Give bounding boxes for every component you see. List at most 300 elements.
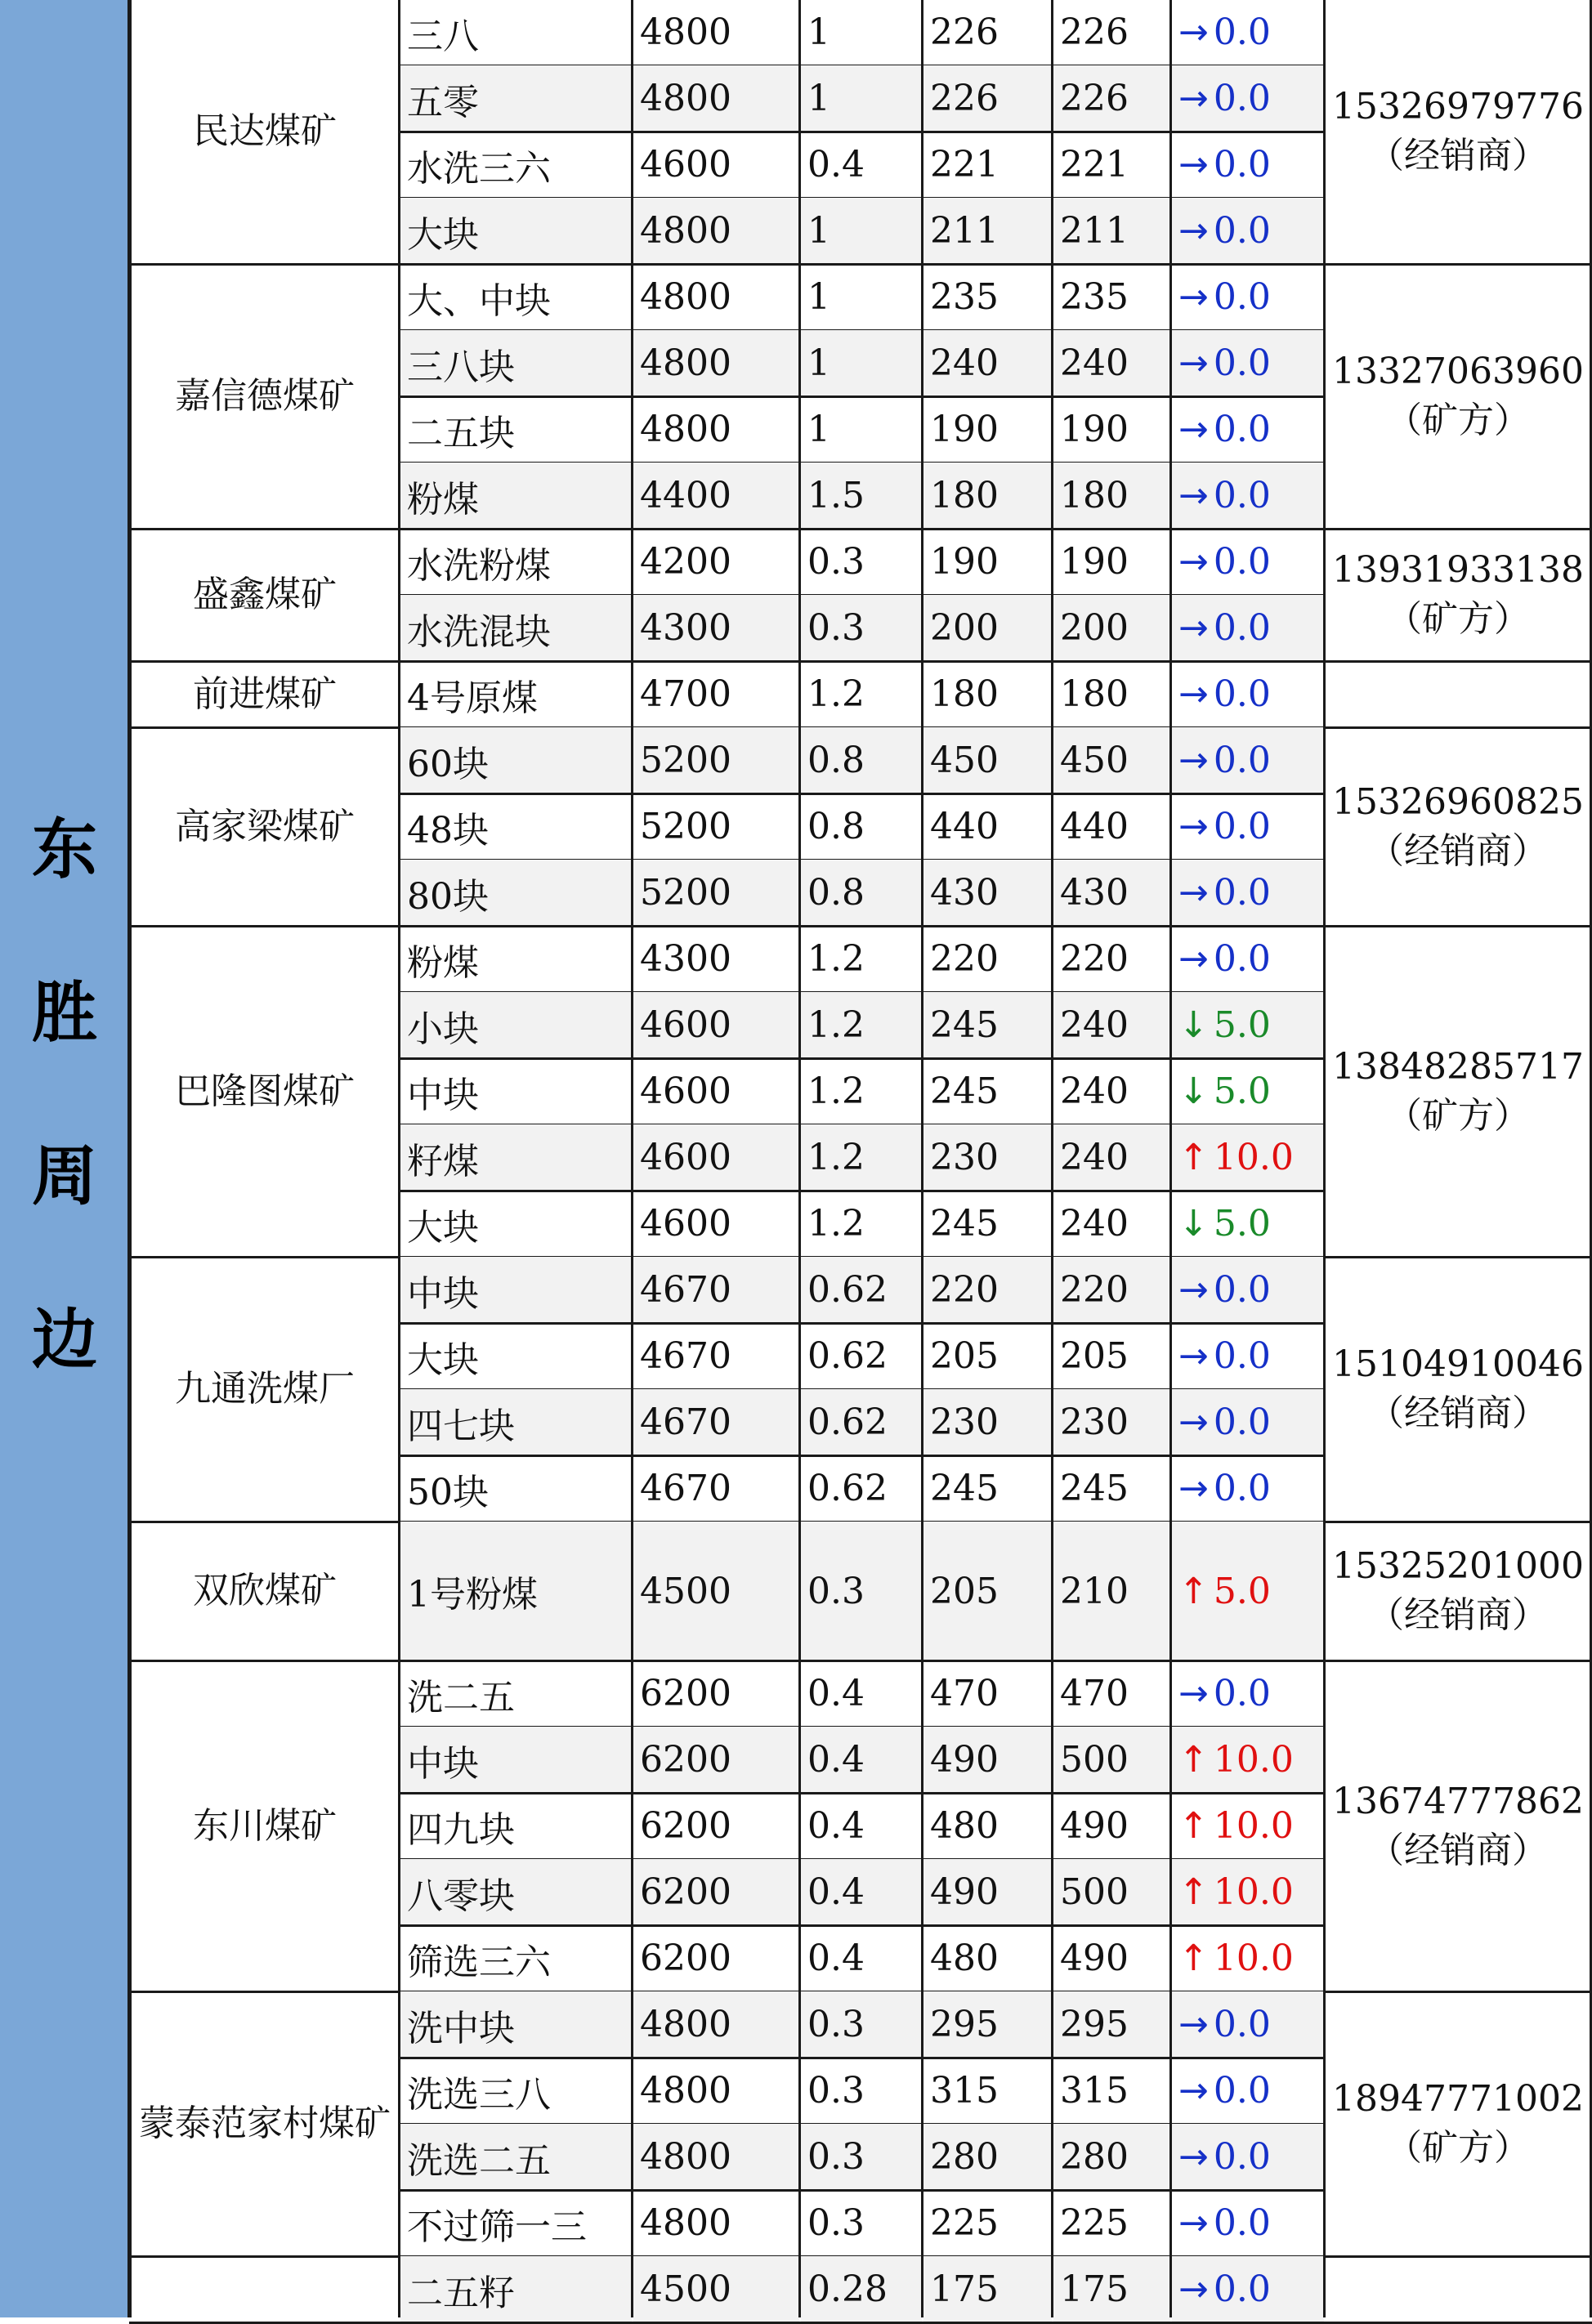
cell-change: [1172, 2190, 1324, 2256]
contact-phone: 13327063960: [1332, 351, 1584, 392]
cell-product: 筛选三六: [407, 1941, 551, 1983]
cell-calorie: 4600: [640, 144, 731, 185]
cell-change: [1172, 1859, 1324, 1925]
cell-change: [1172, 463, 1324, 529]
cell-change: [1172, 2058, 1324, 2124]
cell-prev: 205: [923, 1522, 1052, 1660]
contact-phone: 15326979776: [1332, 86, 1584, 127]
change-value: 0.0: [1213, 2004, 1271, 2045]
cell-price: 240: [1060, 1070, 1129, 1112]
arrow-up-icon: ↑: [1178, 1937, 1209, 1979]
cell-prev: 440: [930, 806, 999, 847]
cell-prev: 450: [923, 727, 1052, 793]
change-value: 0.0: [1213, 11, 1271, 53]
cell-price: 205: [1060, 1335, 1129, 1377]
cell-calorie: 4800: [640, 2202, 731, 2244]
cell-sulfur: 1: [801, 65, 922, 132]
change-value: 5.0: [1213, 1070, 1271, 1112]
contact-phone: 18947771002: [1332, 2078, 1584, 2120]
arrow-right-icon: →: [1178, 78, 1209, 119]
cell-calorie: 4500: [633, 1522, 799, 1660]
cell-calorie: 4800: [633, 2124, 799, 2190]
change-value: 5.0: [1213, 1004, 1271, 1046]
cell-price: 490: [1060, 1805, 1129, 1847]
contact-info: [1326, 1522, 1590, 1660]
cell-price: 450: [1053, 727, 1170, 793]
cell-prev: 470: [930, 1673, 999, 1714]
cell-calorie: 4800: [633, 330, 799, 396]
arrow-down-icon: ↓: [1178, 1070, 1209, 1112]
cell-calorie: 4800: [633, 65, 799, 132]
cell-prev: 205: [930, 1335, 999, 1377]
cell-product: 50块: [407, 1471, 489, 1513]
contact-role: （经销商）: [1368, 1594, 1548, 1636]
contact-role: （矿方）: [1386, 2127, 1530, 2169]
contact-info: [1326, 727, 1590, 926]
grid-line: [1169, 0, 1172, 2317]
cell-calorie: 6200: [640, 1937, 731, 1979]
cell-product: 粉煤: [400, 463, 632, 529]
cell-calorie: 4600: [633, 1124, 799, 1191]
cell-sulfur: 0.62: [801, 1389, 922, 1455]
change-value: 0.0: [1213, 2268, 1271, 2310]
cell-product: 4号原煤: [407, 677, 538, 719]
cell-prev: 220: [923, 1257, 1052, 1323]
cell-price: 211: [1053, 198, 1170, 264]
cell-change: [1172, 1793, 1324, 1859]
cell-prev: 245: [930, 1203, 999, 1245]
cell-prev: 245: [930, 1468, 999, 1509]
cell-price: 315: [1060, 2070, 1129, 2112]
cell-calorie: 4800: [633, 1991, 799, 2058]
cell-sulfur: 1: [801, 198, 922, 264]
cell-product: 四九块: [407, 1808, 515, 1851]
cell-product: 小块: [400, 992, 632, 1058]
cell-calorie: 4600: [633, 992, 799, 1058]
mine-name: 巴隆图煤矿: [175, 1070, 355, 1112]
mine-name: 蒙泰范家村煤矿: [139, 2103, 391, 2144]
arrow-right-icon: →: [1178, 1335, 1209, 1377]
cell-price: 295: [1053, 1991, 1170, 2058]
cell-change: [1172, 1191, 1324, 1257]
cell-sulfur: 0.8: [807, 806, 865, 847]
cell-sulfur: 1.2: [807, 1203, 865, 1245]
cell-sulfur: 0.4: [801, 1859, 922, 1925]
cell-prev: 180: [930, 673, 999, 715]
mine-name: 前进煤矿: [193, 673, 337, 715]
cell-price: 190: [1060, 541, 1129, 583]
change-value: 10.0: [1213, 1739, 1294, 1781]
cell-product: 水洗三六: [407, 147, 551, 190]
cell-price: 245: [1060, 1468, 1129, 1509]
cell-price: 440: [1060, 806, 1129, 847]
cell-price: 220: [1060, 938, 1129, 980]
cell-product: 粉煤: [407, 941, 479, 984]
cell-product: 1号粉煤: [400, 1522, 632, 1660]
contact-info: [1326, 1991, 1590, 2256]
cell-prev: 175: [923, 2256, 1052, 2322]
cell-product: 中块: [407, 1074, 479, 1116]
cell-prev: 221: [930, 144, 999, 185]
region-char: 胜: [32, 975, 97, 1051]
region-char: 边: [32, 1302, 97, 1378]
contact-info: [1326, 926, 1590, 1257]
arrow-down-icon: ↓: [1178, 1004, 1209, 1046]
change-value: 5.0: [1213, 1570, 1271, 1612]
cell-price: 175: [1053, 2256, 1170, 2322]
cell-change: [1172, 330, 1324, 396]
contact-info: [1326, 264, 1590, 529]
cell-change: [1172, 65, 1324, 132]
contact-phone: 15326960825: [1332, 780, 1584, 823]
cell-change: [1172, 727, 1324, 793]
cell-prev: 230: [923, 1124, 1052, 1191]
cell-calorie: 4200: [640, 541, 731, 583]
change-value: 0.0: [1213, 607, 1271, 649]
cell-prev: 190: [930, 541, 999, 583]
cell-change: [1172, 198, 1324, 264]
grid-line: [1323, 0, 1326, 2317]
mine-name: 高家梁煤矿: [175, 805, 355, 847]
arrow-right-icon: →: [1178, 2136, 1209, 2178]
cell-prev: 211: [923, 198, 1052, 264]
cell-calorie: 4300: [633, 595, 799, 661]
cell-price: 180: [1060, 673, 1129, 715]
cell-change: [1172, 0, 1324, 65]
cell-calorie: 6200: [633, 1727, 799, 1793]
contact-role: （经销商）: [1368, 135, 1548, 177]
cell-sulfur: 1.2: [801, 992, 922, 1058]
cell-prev: 240: [923, 330, 1052, 396]
cell-product: 二五块: [407, 412, 515, 454]
mine-name: [131, 2256, 399, 2322]
cell-sulfur: 0.62: [807, 1335, 888, 1377]
cell-sulfur: 1.2: [807, 673, 865, 715]
cell-prev: 226: [930, 11, 999, 53]
change-value: 0.0: [1213, 2070, 1271, 2112]
arrow-right-icon: →: [1178, 1468, 1209, 1509]
contact-phone: 13674777862: [1332, 1780, 1584, 1822]
cell-product: 三八块: [400, 330, 632, 396]
change-value: 0.0: [1213, 409, 1271, 450]
cell-price: 225: [1060, 2202, 1129, 2244]
cell-product: 洗选三八: [407, 2073, 551, 2116]
change-value: 0.0: [1213, 276, 1271, 318]
cell-price: 470: [1060, 1673, 1129, 1714]
cell-change: [1172, 1522, 1324, 1660]
cell-sulfur: 0.3: [807, 541, 865, 583]
cell-change: [1172, 2124, 1324, 2190]
cell-product: 四七块: [400, 1389, 632, 1455]
cell-change: [1172, 1991, 1324, 2058]
change-value: 0.0: [1213, 1335, 1271, 1377]
change-value: 10.0: [1213, 1871, 1294, 1913]
contact-role: （经销商）: [1368, 1829, 1548, 1871]
cell-product: 八零块: [400, 1859, 632, 1925]
cell-sulfur: 0.4: [807, 1805, 865, 1847]
arrow-right-icon: →: [1178, 475, 1209, 516]
cell-calorie: 4800: [633, 198, 799, 264]
cell-calorie: 4800: [640, 2070, 731, 2112]
change-value: 0.0: [1213, 541, 1271, 583]
region-label: [0, 768, 129, 1422]
cell-calorie: 5200: [633, 860, 799, 926]
cell-product: 二五籽: [400, 2256, 632, 2322]
arrow-right-icon: →: [1178, 2004, 1209, 2045]
grid-line: [398, 0, 400, 2317]
cell-product: 五零: [400, 65, 632, 132]
cell-prev: 226: [923, 65, 1052, 132]
cell-sulfur: 0.8: [801, 727, 922, 793]
change-value: 10.0: [1213, 1805, 1294, 1847]
cell-calorie: 4800: [640, 276, 731, 318]
cell-product: 不过筛一三: [407, 2206, 587, 2248]
contact-info: [1326, 529, 1590, 661]
cell-product: 籽煤: [400, 1124, 632, 1191]
cell-prev: 245: [923, 992, 1052, 1058]
cell-change: [1172, 529, 1324, 595]
cell-product: 洗二五: [407, 1676, 515, 1718]
cell-change: [1172, 860, 1324, 926]
change-value: 10.0: [1213, 1137, 1294, 1178]
cell-sulfur: 1: [807, 11, 830, 53]
arrow-right-icon: →: [1178, 2202, 1209, 2244]
contact-info: [1326, 1660, 1590, 1991]
grid-line: [129, 0, 132, 2317]
cell-product: 60块: [400, 727, 632, 793]
cell-prev: 430: [923, 860, 1052, 926]
change-value: 0.0: [1213, 1468, 1271, 1509]
mine-name: 民达煤矿: [193, 110, 337, 152]
change-value: 0.0: [1213, 78, 1271, 119]
cell-sulfur: 1.5: [801, 463, 922, 529]
arrow-right-icon: →: [1178, 1269, 1209, 1311]
arrow-down-icon: ↓: [1178, 1203, 1209, 1245]
arrow-right-icon: →: [1178, 11, 1209, 53]
cell-price: 500: [1053, 1859, 1170, 1925]
cell-prev: 190: [930, 409, 999, 450]
change-value: 10.0: [1213, 1937, 1294, 1979]
change-value: 0.0: [1213, 342, 1271, 384]
cell-price: 230: [1053, 1389, 1170, 1455]
cell-product: 水洗混块: [400, 595, 632, 661]
cell-prev: 490: [923, 1859, 1052, 1925]
cell-prev: 245: [930, 1070, 999, 1112]
cell-sulfur: 0.8: [801, 860, 922, 926]
cell-product: 大块: [400, 198, 632, 264]
cell-change: [1172, 926, 1324, 992]
cell-change: [1172, 661, 1324, 727]
cell-calorie: 4600: [640, 1070, 731, 1112]
arrow-right-icon: →: [1178, 144, 1209, 185]
region-char: 周: [32, 1138, 97, 1214]
cell-product: 80块: [400, 860, 632, 926]
cell-product: 水洗粉煤: [407, 544, 551, 587]
cell-prev: 280: [923, 2124, 1052, 2190]
cell-price: 280: [1053, 2124, 1170, 2190]
contact-info: [1326, 2256, 1590, 2322]
cell-prev: 235: [930, 276, 999, 318]
contact-phone: 13848285717: [1332, 1045, 1584, 1088]
change-value: 0.0: [1213, 2136, 1271, 2178]
cell-price: 235: [1060, 276, 1129, 318]
arrow-right-icon: →: [1178, 673, 1209, 715]
grid-line: [1051, 0, 1053, 2317]
contact-info: [1326, 0, 1590, 264]
cell-calorie: 6200: [633, 1859, 799, 1925]
cell-product: 大块: [407, 1206, 479, 1249]
arrow-right-icon: →: [1178, 409, 1209, 450]
contact-phone: 15325201000: [1332, 1545, 1584, 1587]
cell-price: 190: [1060, 409, 1129, 450]
cell-prev: 315: [930, 2070, 999, 2112]
cell-prev: 490: [923, 1727, 1052, 1793]
cell-sulfur: 0.4: [807, 144, 865, 185]
change-value: 0.0: [1213, 740, 1271, 781]
arrow-right-icon: →: [1178, 1401, 1209, 1443]
contact-role: （矿方）: [1386, 1094, 1530, 1137]
change-value: 0.0: [1213, 806, 1271, 847]
mine-name: 双欣煤矿: [193, 1570, 337, 1611]
contact-role: （经销商）: [1368, 829, 1548, 872]
change-value: 0.0: [1213, 475, 1271, 516]
cell-calorie: 4670: [633, 1389, 799, 1455]
cell-change: [1172, 132, 1324, 198]
cell-product: 三八: [407, 15, 479, 57]
change-value: 0.0: [1213, 1401, 1271, 1443]
cell-calorie: 6200: [640, 1805, 731, 1847]
cell-sulfur: 1.2: [807, 1070, 865, 1112]
cell-sulfur: 0.3: [807, 2202, 865, 2244]
cell-calorie: 4400: [633, 463, 799, 529]
arrow-up-icon: ↑: [1178, 1871, 1209, 1913]
cell-product: 洗中块: [400, 1991, 632, 2058]
cell-price: 226: [1060, 11, 1129, 53]
arrow-up-icon: ↑: [1178, 1570, 1209, 1612]
contact-role: （矿方）: [1386, 400, 1530, 441]
cell-change: [1172, 595, 1324, 661]
cell-change: [1172, 992, 1324, 1058]
arrow-up-icon: ↑: [1178, 1739, 1209, 1781]
arrow-right-icon: →: [1178, 342, 1209, 384]
change-value: 0.0: [1213, 144, 1271, 185]
cell-sulfur: 0.4: [801, 1727, 922, 1793]
arrow-right-icon: →: [1178, 541, 1209, 583]
cell-prev: 180: [923, 463, 1052, 529]
cell-sulfur: 1: [807, 409, 830, 450]
contact-phone: 13931933138: [1332, 549, 1584, 591]
cell-price: 240: [1053, 1124, 1170, 1191]
cell-calorie: 4700: [640, 673, 731, 715]
change-value: 0.0: [1213, 938, 1271, 980]
cell-change: [1172, 396, 1324, 463]
cell-price: 500: [1053, 1727, 1170, 1793]
arrow-right-icon: →: [1178, 607, 1209, 649]
cell-sulfur: 1.2: [807, 938, 865, 980]
grid-line: [921, 0, 923, 2317]
cell-product: 中块: [400, 1727, 632, 1793]
cell-price: 221: [1060, 144, 1129, 185]
change-value: 5.0: [1213, 1203, 1271, 1245]
cell-calorie: 4600: [640, 1203, 731, 1245]
cell-calorie: 5200: [633, 727, 799, 793]
contact-info: [1326, 1257, 1590, 1522]
cell-prev: 230: [923, 1389, 1052, 1455]
mine-name: 东川煤矿: [193, 1804, 337, 1847]
cell-prev: 480: [930, 1805, 999, 1847]
cell-price: 226: [1053, 65, 1170, 132]
cell-change: [1172, 1058, 1324, 1124]
cell-prev: 295: [923, 1991, 1052, 2058]
cell-price: 220: [1053, 1257, 1170, 1323]
arrow-right-icon: →: [1178, 2268, 1209, 2310]
cell-change: [1172, 1660, 1324, 1727]
cell-price: 240: [1053, 992, 1170, 1058]
cell-change: [1172, 1727, 1324, 1793]
cell-sulfur: 0.3: [801, 2124, 922, 2190]
cell-sulfur: 0.4: [807, 1673, 865, 1714]
cell-price: 490: [1060, 1937, 1129, 1979]
arrow-right-icon: →: [1178, 740, 1209, 781]
arrow-up-icon: ↑: [1178, 1805, 1209, 1847]
change-value: 0.0: [1213, 2202, 1271, 2244]
change-value: 0.0: [1213, 673, 1271, 715]
cell-product: 洗选二五: [400, 2124, 632, 2190]
cell-calorie: 6200: [640, 1673, 731, 1714]
cell-calorie: 4670: [640, 1335, 731, 1377]
cell-calorie: 4300: [640, 938, 731, 980]
cell-sulfur: 0.3: [807, 2070, 865, 2112]
cell-sulfur: 0.3: [801, 1522, 922, 1660]
cell-price: 180: [1053, 463, 1170, 529]
cell-price: 240: [1053, 330, 1170, 396]
cell-change: [1172, 1257, 1324, 1323]
arrow-right-icon: →: [1178, 1673, 1209, 1714]
cell-change: [1172, 1389, 1324, 1455]
cell-calorie: 4670: [633, 1257, 799, 1323]
cell-calorie: 4800: [640, 409, 731, 450]
grid-line: [798, 0, 801, 2317]
arrow-right-icon: →: [1178, 806, 1209, 847]
cell-calorie: 4800: [640, 11, 731, 53]
cell-product: 大、中块: [407, 279, 551, 322]
mine-name: 嘉信德煤矿: [175, 375, 355, 417]
cell-sulfur: 0.62: [807, 1468, 888, 1509]
cell-calorie: 4670: [640, 1468, 731, 1509]
cell-price: 210: [1053, 1522, 1170, 1660]
cell-change: [1172, 1124, 1324, 1191]
cell-product: 中块: [400, 1257, 632, 1323]
change-value: 0.0: [1213, 1269, 1271, 1311]
cell-sulfur: 0.28: [801, 2256, 922, 2322]
cell-prev: 220: [930, 938, 999, 980]
change-value: 0.0: [1213, 210, 1271, 252]
change-value: 0.0: [1213, 872, 1271, 914]
cell-sulfur: 0.3: [801, 1991, 922, 2058]
cell-price: 430: [1053, 860, 1170, 926]
cell-change: [1172, 1323, 1324, 1389]
cell-change: [1172, 793, 1324, 860]
change-value: 0.0: [1213, 1673, 1271, 1714]
contact-role: （矿方）: [1386, 598, 1530, 640]
cell-change: [1172, 1925, 1324, 1991]
grid-line: [631, 0, 633, 2317]
contact-info: [1326, 661, 1590, 727]
cell-price: 200: [1053, 595, 1170, 661]
cell-sulfur: 0.62: [801, 1257, 922, 1323]
cell-product: 大块: [407, 1339, 479, 1381]
cell-sulfur: 1: [801, 330, 922, 396]
